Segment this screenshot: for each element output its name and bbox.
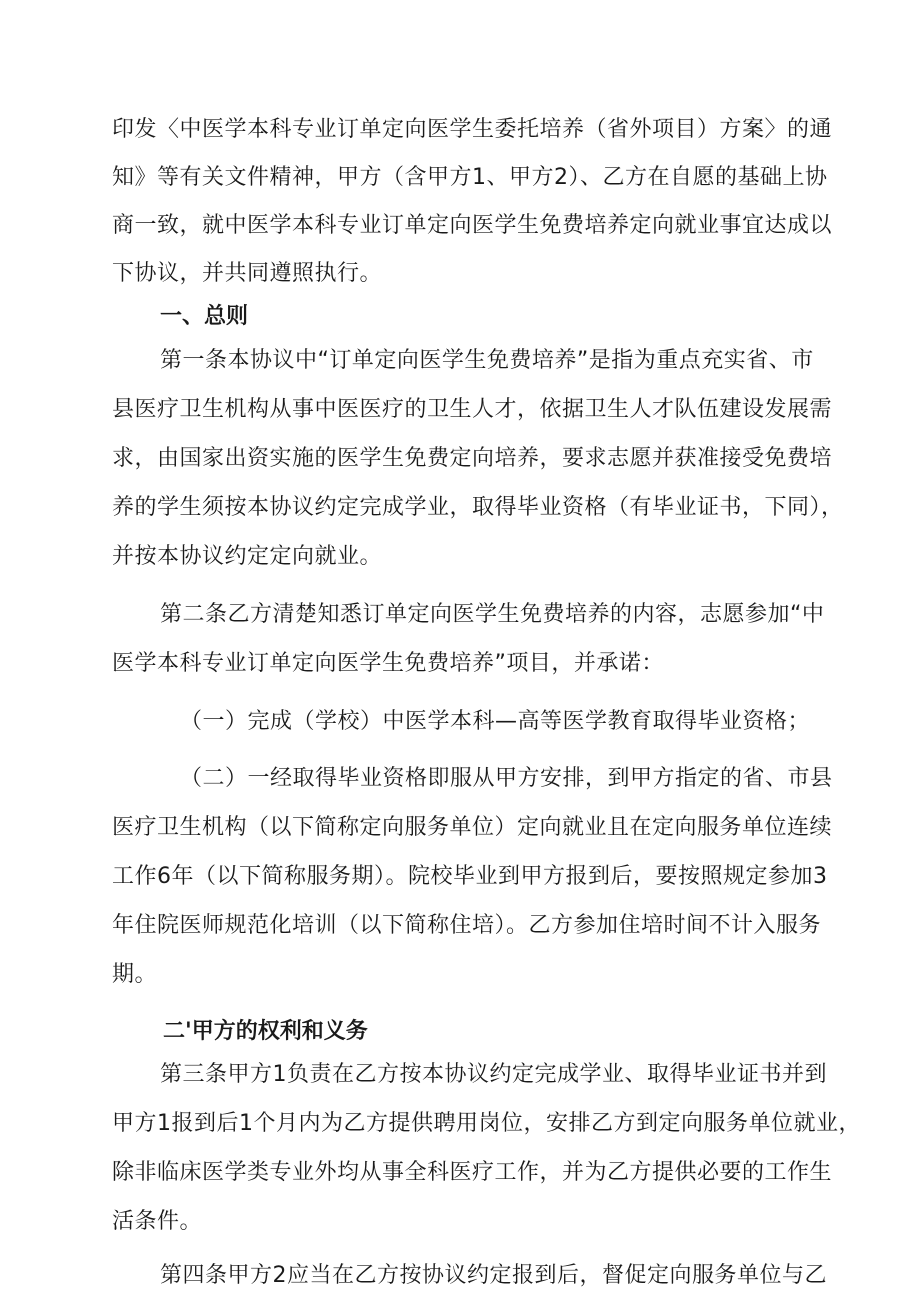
article-3-line: 活条件。 xyxy=(112,1209,203,1234)
article-4-line: 第四条甲方2应当在乙方按协议约定报到后，督促定向服务单位与乙 xyxy=(160,1263,827,1288)
clause-2-line: 期。 xyxy=(112,962,158,987)
clause-2-line: 年住院医师规范化培训（以下简称住培）。乙方参加住培时间不计入服务 xyxy=(112,913,822,938)
paragraph-line: 下协议，并共同遵照执行。 xyxy=(112,261,383,286)
clause-2-line: （二）一经取得毕业资格即服从甲方安排，到甲方指定的省、市县 xyxy=(180,766,833,791)
paragraph-line: 知》等有关文件精神，甲方（含甲方1、甲方2）、乙方在自愿的基础上协 xyxy=(112,165,828,190)
paragraph-line: 印发〈中医学本科专业订单定向医学生委托培养（省外项目）方案〉的通 xyxy=(112,117,833,142)
article-1-line: 养的学生须按本协议约定完成学业，取得毕业资格（有毕业证书，下同）， xyxy=(112,495,844,520)
article-1-line: 求，由国家出资实施的医学生免费定向培养，要求志愿并获准接受免费培 xyxy=(112,446,833,471)
article-2-line: 医学本科专业订单定向医学生免费培养”项目，并承诺： xyxy=(112,651,664,676)
article-1-line: 县医疗卫生机构从事中医医疗的卫生人才，依据卫生人才队伍建设发展需 xyxy=(112,397,833,422)
section-heading-party-a: 二'甲方的权利和义务 xyxy=(163,1019,368,1044)
article-1-line: 并按本协议约定定向就业。 xyxy=(112,544,383,569)
section-heading-general: 一、总则 xyxy=(160,304,249,329)
clause-2-line: 医疗卫生机构（以下简称定向服务单位）定向就业且在定向服务单位连续 xyxy=(112,815,833,840)
article-1-line: 第一条本协议中“订单定向医学生免费培养”是指为重点充实省、市 xyxy=(160,348,814,373)
article-2-line: 第二条乙方清楚知悉订单定向医学生免费培养的内容，志愿参加“中 xyxy=(160,602,825,627)
clause-2-line: 工作6年（以下简称服务期）。院校毕业到甲方报到后，要按照规定参加3 xyxy=(112,864,828,889)
clause-1-line: （一）完成（学校）中医学本科—高等医学教育取得毕业资格； xyxy=(180,709,811,734)
article-3-line: 除非临床医学类专业外均从事全科医疗工作，并为乙方提供必要的工作生 xyxy=(112,1160,833,1185)
article-3-line: 甲方1报到后1个月内为乙方提供聘用岗位，安排乙方到定向服务单位就业， xyxy=(112,1111,861,1136)
article-3-line: 第三条甲方1负责在乙方按本协议约定完成学业、取得毕业证书并到 xyxy=(160,1062,827,1087)
paragraph-line: 商一致，就中医学本科专业订单定向医学生免费培养定向就业事宜达成以 xyxy=(112,213,833,238)
